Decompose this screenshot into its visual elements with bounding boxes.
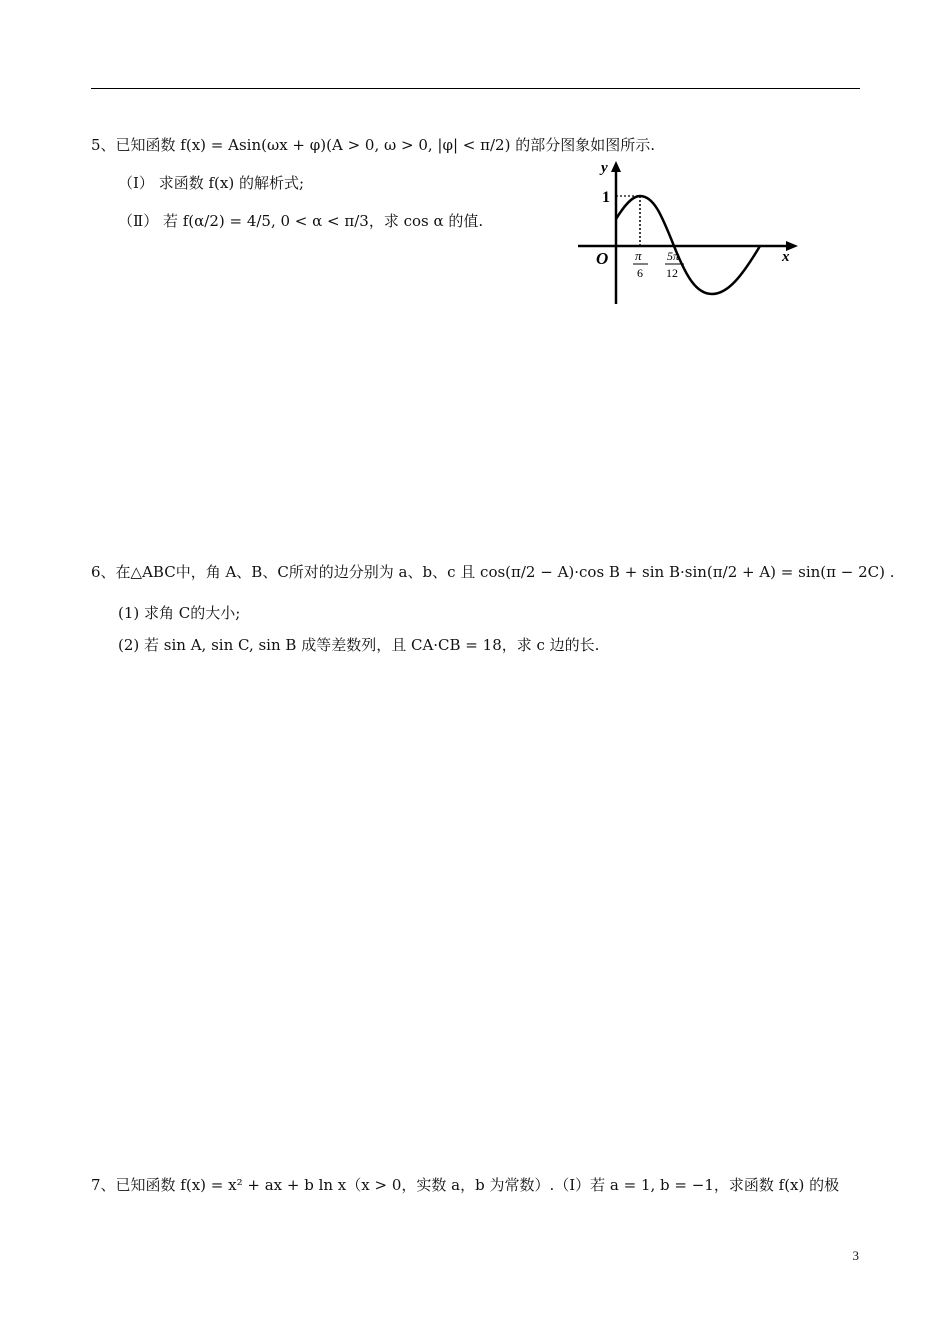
problem7-statement: 7、已知函数 f(x) = x² + ax + b ln x（x > 0，实数 a，b 为常数）.（Ⅰ）若 a = 1, b = −1，求函数 f(x) 的极 bbox=[91, 1176, 840, 1194]
header-rule bbox=[91, 88, 860, 89]
x-tick1-numerator: π bbox=[635, 248, 642, 263]
problem6-part2: (2) 若 sin A, sin C, sin B 成等差数列，且 CA·CB = 18，求 c 边的长. bbox=[118, 636, 600, 654]
page-number: 3 bbox=[852, 1248, 859, 1263]
problem6-part1: (1) 求角 C的大小; bbox=[118, 604, 241, 622]
problem5-part2: （Ⅱ） 若 f(α/2) = 4/5, 0 < α < π/3，求 cos α 的值. bbox=[118, 212, 484, 230]
x-axis-label: x bbox=[782, 249, 790, 265]
x-tick2-denominator: 12 bbox=[666, 266, 678, 280]
origin-label: O bbox=[596, 249, 609, 268]
y-axis-arrow bbox=[611, 161, 621, 172]
problem5-part1: （Ⅰ） 求函数 f(x) 的解析式; bbox=[118, 174, 304, 192]
x-tick2-numerator: 5π bbox=[667, 249, 680, 263]
sine-graph bbox=[574, 156, 804, 308]
problem5-statement: 5、已知函数 f(x) = Asin(ωx + φ)(A > 0, ω > 0, |φ| < π/2) 的部分图象如图所示. bbox=[91, 136, 655, 154]
y-axis-label: y bbox=[601, 160, 608, 176]
problem6-statement: 6、在△ABC中，角 A、B、C所对的边分别为 a、b、c 且 cos(π/2 − A)·cos B + sin B·sin(π/2 + A) = sin(π − 2C) . bbox=[91, 563, 895, 581]
x-tick1-denominator: 6 bbox=[637, 266, 643, 280]
y-tick-label: 1 bbox=[602, 189, 610, 206]
